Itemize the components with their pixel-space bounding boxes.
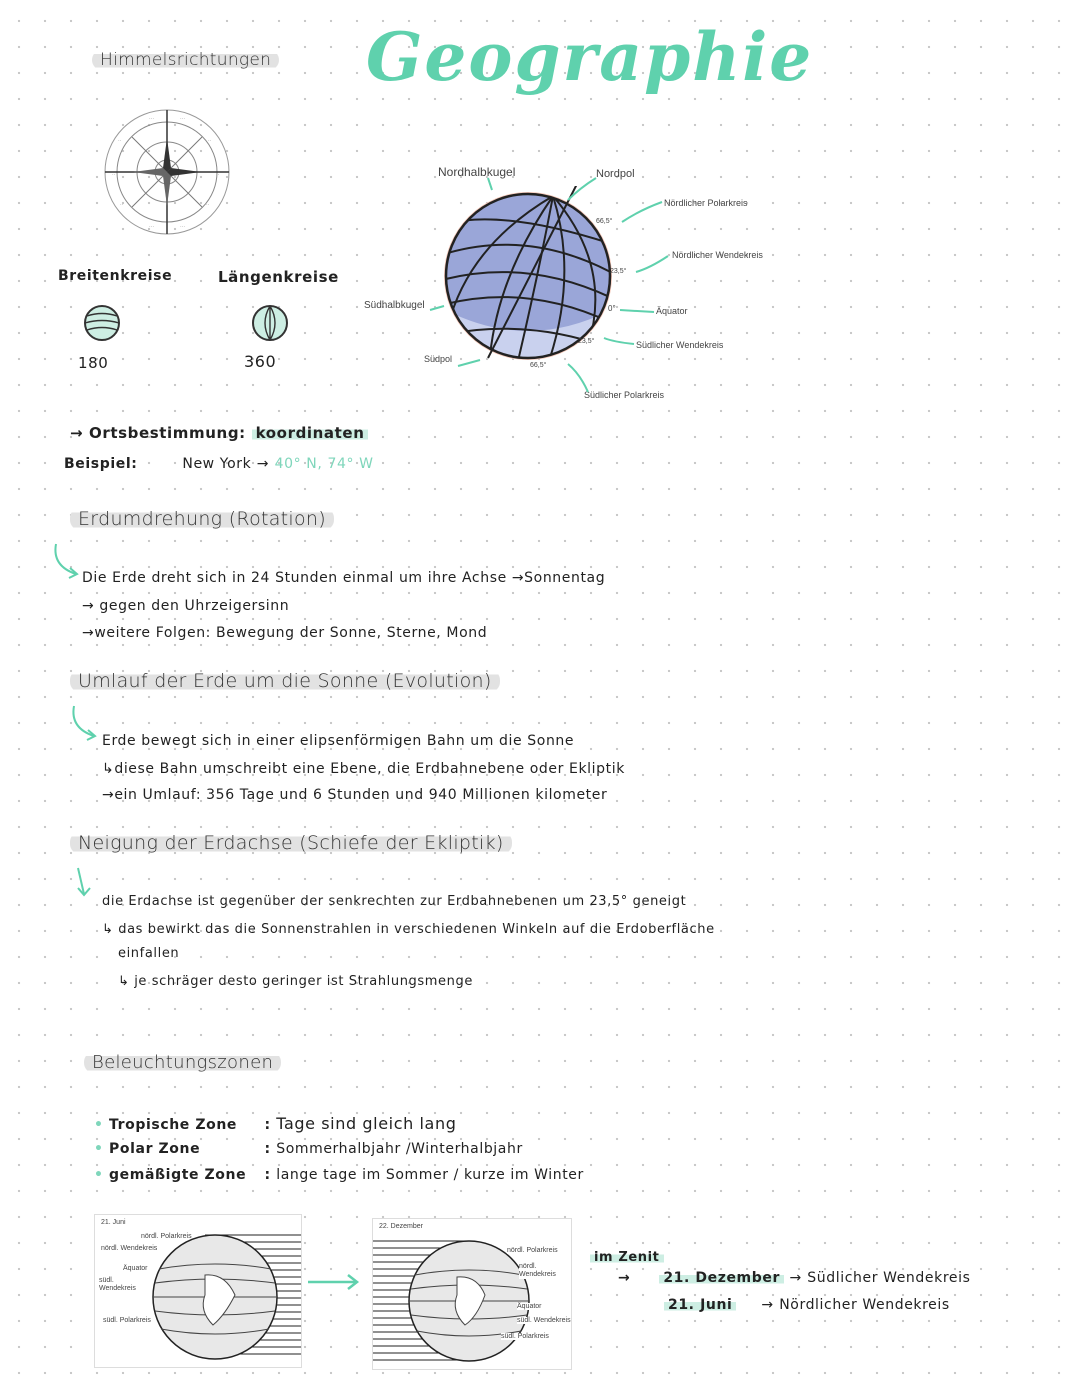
label-nordpol: Nordpol bbox=[596, 168, 635, 180]
zenit-label: im Zenit bbox=[590, 1250, 664, 1265]
illustration-dezember bbox=[372, 1218, 572, 1370]
neigung-line-2: ↳ das bewirkt das die Sonnenstrahlen in verschiedenen Winkeln auf die Erdoberfläche bbox=[102, 922, 715, 937]
zone-name: Tropische Zone bbox=[109, 1117, 238, 1133]
dezember-label: nördl. Polarkreis bbox=[507, 1247, 558, 1254]
label-deg-665-bottom: 66,5° bbox=[530, 362, 547, 369]
zone-sep: : bbox=[264, 1141, 271, 1157]
svg-text:··: ·· bbox=[120, 202, 124, 208]
ortsbestimmung-value: koordinaten bbox=[252, 424, 369, 442]
label-breitenkreise: Breitenkreise bbox=[58, 268, 173, 284]
globe-label-arrows bbox=[400, 160, 670, 400]
laengenkreise-count: 360 bbox=[244, 352, 277, 371]
rotation-line-2: → gegen den Uhrzeigersinn bbox=[82, 598, 290, 614]
zone-text: Sommerhalbjahr /Winterhalbjahr bbox=[276, 1141, 523, 1157]
ortsbestimmung-row bbox=[70, 424, 368, 442]
zone-sep: : bbox=[264, 1117, 271, 1133]
breitenkreise-count: 180 bbox=[78, 354, 109, 372]
zone-text: lange tage im Sommer / kurze im Winter bbox=[276, 1167, 584, 1183]
svg-text:···: ··· bbox=[149, 224, 154, 230]
illustration-arrow bbox=[306, 1272, 362, 1292]
label-deg-235-bottom: 23,5° bbox=[578, 338, 595, 345]
juni-label: nördl. Wendekreis bbox=[101, 1245, 158, 1252]
zenit-text: Südlicher Wendekreis bbox=[807, 1270, 971, 1286]
zenit-label-wrap bbox=[590, 1250, 664, 1265]
label-laengenkreise: Längenkreise bbox=[218, 268, 339, 286]
beispiel-row bbox=[64, 456, 374, 472]
heading-revolution: Umlauf der Erde um die Sonne (Evolution) bbox=[70, 670, 500, 692]
beispiel-place: New York bbox=[182, 456, 252, 472]
label-nordhalbkugel: Nordhalbkugel bbox=[438, 165, 516, 179]
rotation-curve-arrow bbox=[48, 542, 82, 582]
label-noerdlicher-wendekreis: Nördlicher Wendekreis bbox=[672, 250, 763, 260]
zone-item-polar: • Polar Zone : Sommerhalbjahr /Winterhalbjahr bbox=[94, 1141, 523, 1157]
zenit-entry-arrow: → bbox=[761, 1297, 774, 1313]
svg-text:···: ··· bbox=[149, 116, 154, 122]
zone-item-tropisch: • Tropische Zone : Tage sind gleich lang bbox=[94, 1114, 457, 1133]
svg-text:··: ·· bbox=[216, 172, 220, 178]
heading-neigung: Neigung der Erdachse (Schiefe der Ekliptik) bbox=[70, 832, 512, 854]
zenit-text: Nördlicher Wendekreis bbox=[779, 1297, 950, 1313]
label-suedpol: Südpol bbox=[424, 354, 453, 364]
neigung-line-3: einfallen bbox=[118, 946, 180, 961]
beispiel-coords: 40° N, 74° W bbox=[274, 456, 374, 472]
juni-date: 21. Juni bbox=[101, 1219, 126, 1226]
heading-himmelsrichtungen: Himmelsrichtungen bbox=[92, 50, 279, 70]
heading-beleuchtungszonen: Beleuchtungszonen bbox=[84, 1052, 281, 1073]
neigung-line-1: die Erdachse ist gegenüber der senkrechten zur Erdbahnebenen um 23,5° geneigt bbox=[102, 894, 687, 909]
zenit-entry-arrow: → bbox=[789, 1270, 802, 1286]
svg-text:··: ·· bbox=[206, 202, 210, 208]
zenit-arrow: → bbox=[618, 1270, 631, 1286]
label-aequator: Äquator bbox=[656, 306, 688, 316]
neigung-arrow bbox=[70, 866, 100, 900]
zone-sep: : bbox=[264, 1167, 271, 1183]
label-suedlicher-polarkreis: Südlicher Polarkreis bbox=[584, 390, 665, 400]
revolution-curve-arrow bbox=[66, 704, 100, 744]
ortsbestimmung-arrow: → bbox=[70, 424, 84, 442]
zenit-row-1 bbox=[618, 1270, 970, 1286]
svg-text:···: ··· bbox=[180, 224, 185, 230]
beispiel-label: Beispiel: bbox=[64, 456, 138, 472]
juni-label: südl. Wendekreis bbox=[99, 1277, 136, 1292]
compass-rose-diagram bbox=[92, 98, 242, 238]
label-suedlicher-wendekreis: Südlicher Wendekreis bbox=[636, 340, 724, 350]
ortsbestimmung-label: Ortsbestimmung: bbox=[89, 424, 246, 442]
dezember-label: Äquator bbox=[517, 1303, 542, 1310]
zenit-row-2 bbox=[664, 1297, 950, 1313]
sun-rays-dezember bbox=[373, 1219, 571, 1369]
zone-text: Tage sind gleich lang bbox=[276, 1114, 457, 1133]
label-deg-0: 0° bbox=[608, 304, 616, 313]
revolution-line-2: ↳diese Bahn umschreibt eine Ebene, die Erdbahnebene oder Ekliptik bbox=[102, 761, 625, 777]
heading-rotation: Erdumdrehung (Rotation) bbox=[70, 508, 334, 530]
svg-text:···: ··· bbox=[180, 116, 185, 122]
dezember-label: nördl. Wendekreis bbox=[519, 1263, 563, 1279]
zenit-date: 21. Juni bbox=[664, 1297, 736, 1313]
dezember-date: 22. Dezember bbox=[379, 1223, 423, 1230]
rotation-line-1: Die Erde dreht sich in 24 Stunden einmal um ihre Achse →Sonnentag bbox=[82, 570, 606, 586]
zone-item-gemaessigt: • gemäßigte Zone : lange tage im Sommer / kurze im Winter bbox=[94, 1167, 584, 1183]
zone-name: gemäßigte Zone bbox=[109, 1167, 247, 1183]
zenit-date: 21. Dezember bbox=[659, 1270, 784, 1286]
svg-text:··: ·· bbox=[208, 138, 212, 144]
page-title: Geographie bbox=[366, 18, 814, 96]
dezember-label: südl. Polarkreis bbox=[501, 1333, 549, 1340]
juni-label: Äquator bbox=[123, 1265, 148, 1272]
beispiel-arrow: → bbox=[256, 456, 270, 472]
illustration-juni bbox=[94, 1214, 302, 1368]
revolution-line-3: →ein Umlauf: 356 Tage und 6 Stunden und 940 Millionen kilometer bbox=[102, 787, 608, 803]
neigung-line-4: ↳ je schräger desto geringer ist Strahlungsmenge bbox=[118, 974, 473, 989]
rotation-line-3: →weitere Folgen: Bewegung der Sonne, Sterne, Mond bbox=[82, 625, 488, 641]
svg-text:··: ·· bbox=[118, 138, 122, 144]
svg-text:··: ·· bbox=[112, 172, 116, 178]
dezember-label: südl. Wendekreis bbox=[517, 1317, 571, 1324]
zone-name: Polar Zone bbox=[109, 1141, 201, 1157]
juni-label: südl. Polarkreis bbox=[103, 1317, 151, 1324]
label-suedhalbkugel: Südhalbkugel bbox=[364, 300, 425, 311]
revolution-line-1: Erde bewegt sich in einer elipsenförmigen Bahn um die Sonne bbox=[102, 733, 575, 749]
juni-label: nördl. Polarkreis bbox=[141, 1233, 192, 1240]
longitude-globe-icon bbox=[250, 303, 290, 343]
latitude-globe-icon bbox=[82, 303, 122, 343]
label-deg-665-top: 66,5° bbox=[596, 218, 613, 225]
label-noerdlicher-polarkreis: Nördlicher Polarkreis bbox=[664, 198, 748, 208]
label-deg-235-top: 23,5° bbox=[610, 268, 627, 275]
